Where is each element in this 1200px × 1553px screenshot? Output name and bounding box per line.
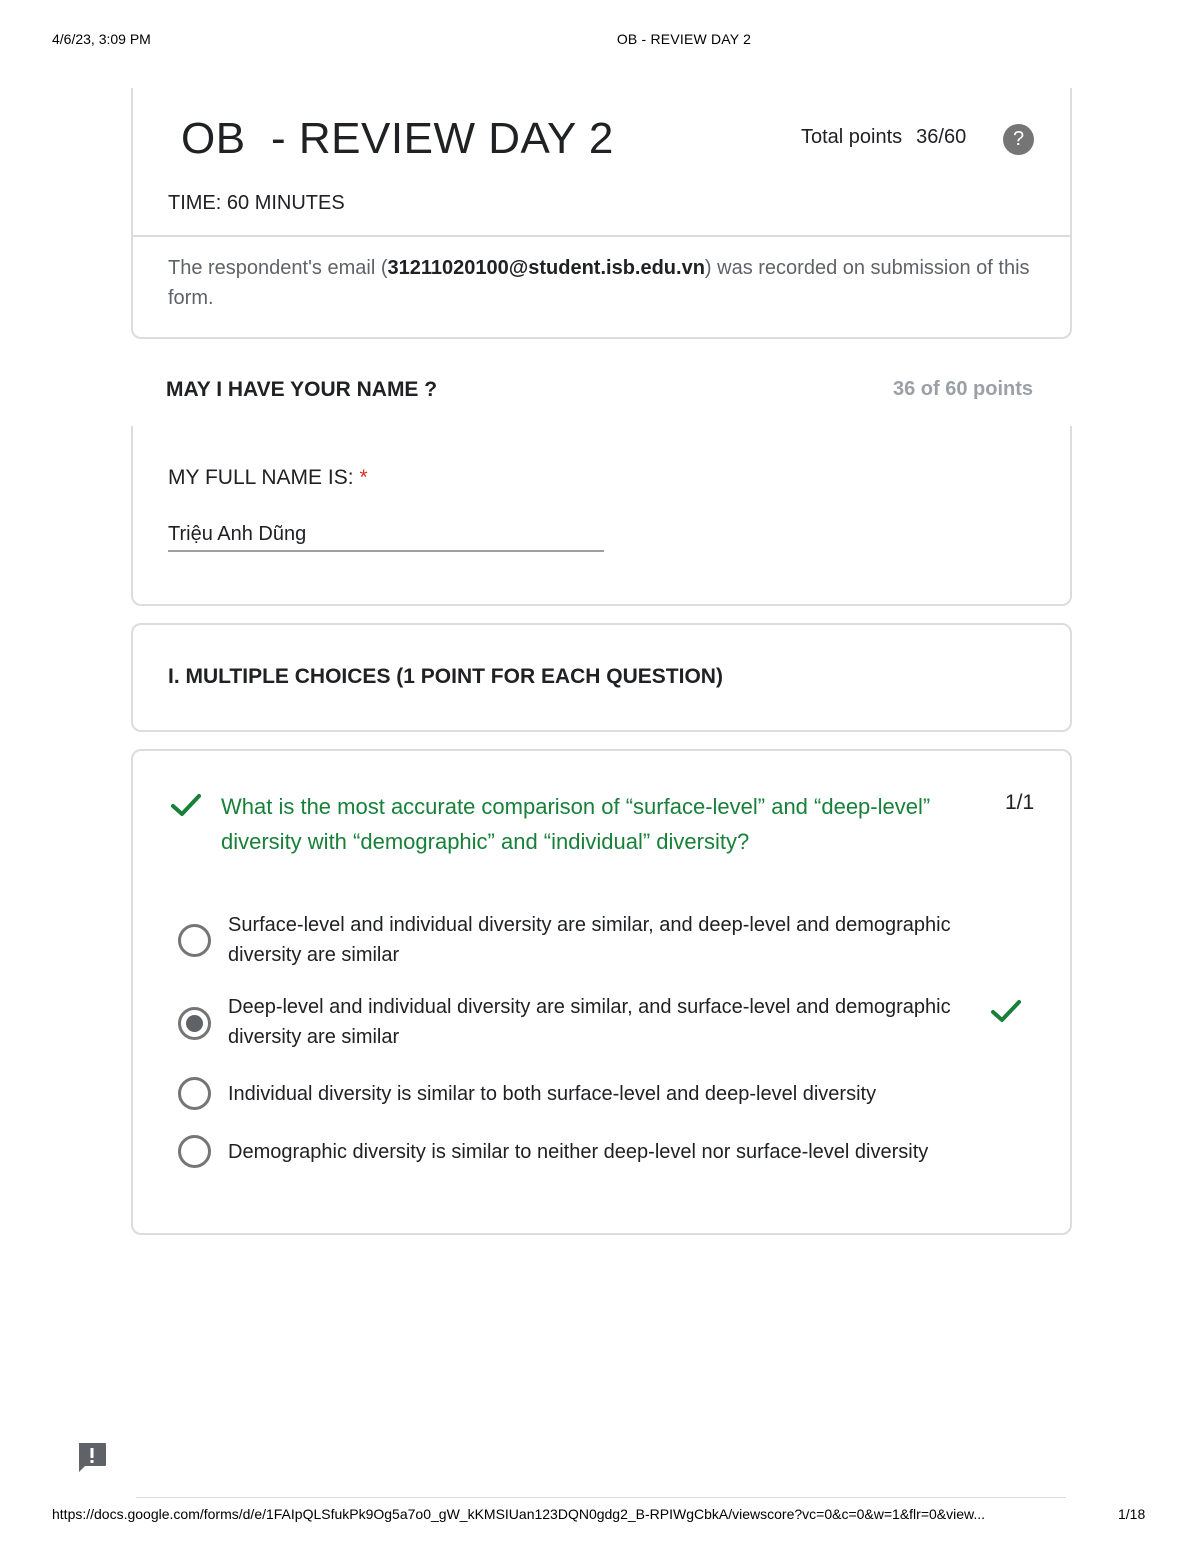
section-title: MAY I HAVE YOUR NAME ? (166, 378, 438, 401)
required-asterisk: * (359, 466, 368, 489)
total-points (801, 126, 966, 149)
radio-button[interactable] (178, 1135, 211, 1168)
full-name-input[interactable] (168, 518, 604, 552)
footer-divider (136, 1497, 1066, 1498)
section-points: 36 of 60 points (893, 378, 1034, 400)
print-date: 4/6/23, 3:09 PM (52, 31, 151, 47)
option-text: Deep-level and individual diversity are similar, and surface-level and demographic diversity are similar (228, 996, 951, 1048)
form-title: OB - REVIEW DAY 2 (181, 114, 614, 163)
name-question-label (168, 466, 368, 490)
help-circle-icon[interactable]: ? (1003, 124, 1034, 155)
question-score: 1/1 (1005, 791, 1035, 814)
print-page-number: 1/18 (1118, 1506, 1146, 1522)
mc-section-card (131, 623, 1072, 732)
form-header-card (131, 88, 1072, 339)
check-icon (171, 793, 201, 817)
option-text: Surface-level and individual diversity are similar, and deep-level and demographic diversity are similar (228, 914, 951, 966)
header-divider (133, 235, 1070, 237)
form-description: TIME: 60 MINUTES (168, 192, 345, 214)
feedback-icon[interactable] (76, 1441, 108, 1473)
email-suffix: ) was recorded on submission of this form. (168, 257, 1030, 309)
radio-button-selected[interactable] (178, 1007, 211, 1040)
print-url: https://docs.google.com/forms/d/e/1FAIpQLSfukPk9Og5a7o0_gW_kKMSIUan123DQN0gdg2_B-RPIWgCbkA/viewscore?vc=0&c=0&w=1&flr=0&view... (52, 1506, 986, 1522)
total-points-label: Total points (801, 126, 903, 148)
respondent-email: 31211020100@student.isb.edu.vn (387, 257, 705, 279)
question-card (131, 749, 1072, 1235)
name-question-card (131, 426, 1072, 606)
email-prefix: The respondent's email ( (168, 257, 388, 279)
mc-section-title: I. MULTIPLE CHOICES (1 POINT FOR EACH QUESTION) (168, 665, 723, 688)
option-text: Demographic diversity is similar to neither deep-level nor surface-level diversity (228, 1141, 929, 1163)
question-text: What is the most accurate comparison of “surface-level” and “deep-level” diversity with “demographic” and “individual” diversity? (221, 794, 931, 854)
print-title: OB - REVIEW DAY 2 (616, 31, 752, 47)
check-icon (990, 998, 1022, 1024)
total-points-value: 36/60 (916, 126, 967, 148)
name-label-text: MY FULL NAME IS: (168, 466, 354, 489)
respondent-email-note (168, 253, 1038, 313)
option-text: Individual diversity is similar to both surface-level and deep-level diversity (228, 1083, 877, 1105)
radio-button[interactable] (178, 924, 211, 957)
radio-button[interactable] (178, 1077, 211, 1110)
